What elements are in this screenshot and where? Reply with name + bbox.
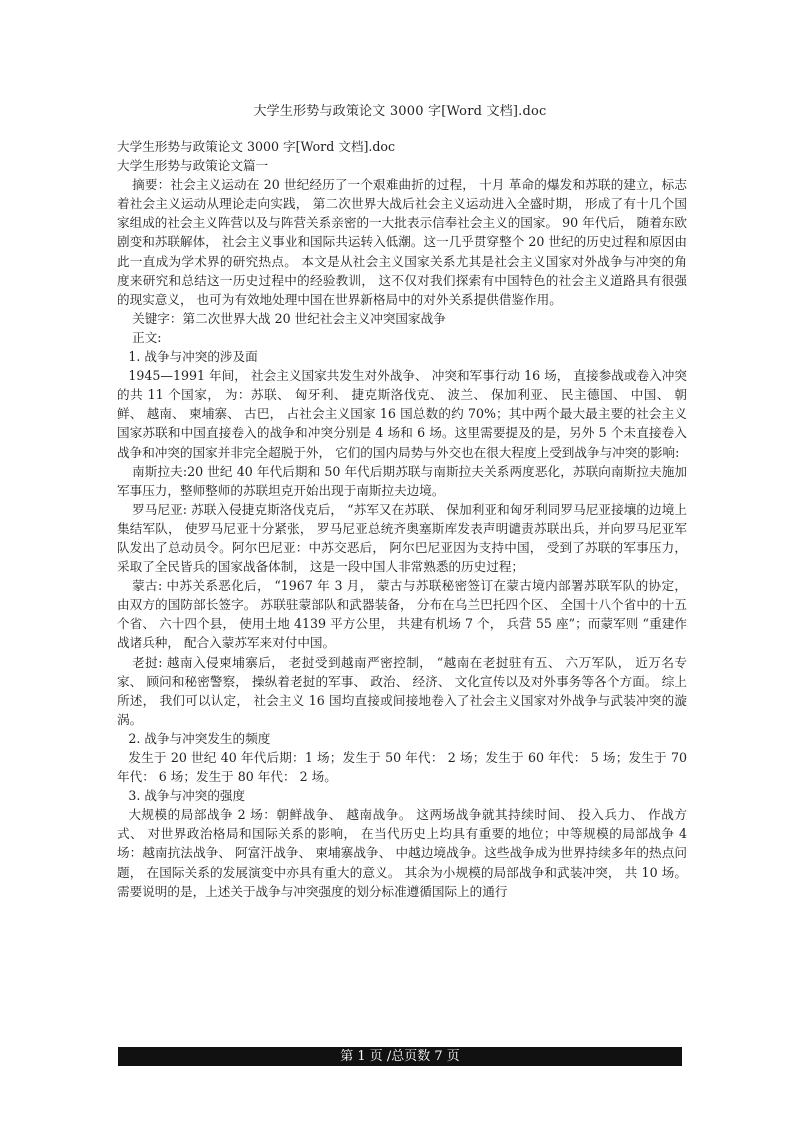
document-title: 大学生形势与政策论文 3000 字[Word 文档].doc <box>253 104 547 119</box>
page-footer: 第 1 页 /总页数 7 页 <box>118 1047 682 1066</box>
keywords-line: 关键字：第二次世界大战 20 世纪社会主义冲突国家战争 <box>132 310 446 326</box>
paragraph-laos: 老挝: 越南入侵柬埔寨后， 老挝受到越南严密控制， “越南在老挝驻有五、 六万军队， 近万名专家、 顾问和秘密警察， 操纵着老挝的军事、 政治、 经济、 文化宣传以及对外事务等各个方面。 综上所述， 我们可以认定， 社会主义 16 国均直接或间接地卷入了社会主义国家对外战争与武装冲突的漩涡。 <box>117 654 687 727</box>
section-heading: 大学生形势与政策论文篇一 <box>117 158 269 174</box>
body-heading: 大学生形势与政策论文 3000 字[Word 文档].doc <box>117 139 396 154</box>
subheading-1: 1. 战争与冲突的涉及面 <box>128 349 258 365</box>
paragraph-frequency: 发生于 20 世纪 40 年代后期：1 场；发生于 50 年代： 2 场；发生于 60 年代： 5 场；发生于 70 年代： 6 场；发生于 80 年代： 2 场。 <box>117 750 687 785</box>
subheading-2: 2. 战争与冲突发生的频度 <box>128 730 271 746</box>
paragraph-mongolia: 蒙古: 中苏关系恶化后， “1967 年 3 月， 蒙古与苏联秘密签订在蒙古境内部署苏联军队的协定， 由双方的国防部长签字。 苏联驻蒙部队和武器装备， 分布在乌兰巴托四个区、 全国十八个省中的十五个省、 六十四个县， 使用土地 4139 平方公里， 共建有机场 7 个， 兵营 55 座”；而蒙军则 “重建作战诸兵种， 配合入蒙苏军来对付中国。 <box>117 578 687 651</box>
paragraph-conflict-scope: 1945—1991 年间， 社会主义国家共发生对外战争、 冲突和军事行动 16 场， 直接参战或卷入冲突的共 11 个国家， 为：苏联、 匈牙利、 捷克斯洛伐克、 波兰、 保加利亚、 民主德国、 中国、 朝鲜、 越南、 柬埔寨、 古巴， 占社会主义国家 16 国总数的约 70%；其中两个最大最主要的社会主义国家苏联和中国直接卷入的战争和冲突分别是 4 场和 6 场。这里需要提及的是，另外 5 个未直接卷入战争和冲突的国家并非完全超脱于外， 它们的国内局势与外交也在很大程度上受到战争与冲突的影响: <box>117 368 687 460</box>
paragraph-romania: 罗马尼亚: 苏联入侵捷克斯洛伐克后， “苏军又在苏联、 保加利亚和匈牙利同罗马尼亚接壤的边境上集结军队， 使罗马尼亚十分紧张， 罗马尼亚总统齐奥塞斯库发表声明谴责苏联出兵，并向罗马尼亚军队发出了总动员令。阿尔巴尼亚：中苏交恶后， 阿尔巴尼亚因为支持中国， 受到了苏联的军事压力， 采取了全民皆兵的国家战备体制， 这是一段中国人非常熟悉的历史过程； <box>117 501 687 575</box>
abstract-paragraph: 摘要：社会主义运动在 20 世纪经历了一个艰难曲折的过程， 十月 革命的爆发和苏联的建立，标志着社会主义运动从理论走向实践， 第二次世界大战后社会主义运动进入全盛时期， 形成了有十几个国家组成的社会主义阵营以及与阵营关系亲密的一大批表示信奉社会主义的国家。 90 年代后， 随着东欧剧变和苏联解体， 社会主义事业和国际共运转入低潮。这一几乎贯穿整个 20 世纪的历史过程和原因由此一直成为学术界的研究热点。 本文是从社会主义国家关系尤其是社会主义国家对外战争与冲突的角度来研究和总结这一历史过程中的经验教训， 这不仅对我们探索有中国特色的社会主义道路具有很强的现实意义， 也可为有效地处理中国在世界新格局中的对外关系提供借鉴作用。 <box>117 177 687 307</box>
paragraph-intensity: 大规模的局部战争 2 场：朝鲜战争、 越南战争。 这两场战争就其持续时间、 投入兵力、 作战方式、 对世界政治格局和国际关系的影响， 在当代历史上均具有重要的地位；中等规模的局部战争 4 场：越南抗法战争、 阿富汗战争、 柬埔寨战争、 中越边境战争。这些战争成为世界持续多年的热点问题， 在国际关系的发展演变中亦具有重大的意义。 其余为小规模的局部战争和武装冲突， 共 10 场。 需要说明的是，上述关于战争与冲突强度的划分标准遵循国际上的通行 <box>117 807 687 899</box>
paragraph-yugoslavia: 南斯拉夫:20 世纪 40 年代后期和 50 年代后期苏联与南斯拉夫关系两度恶化，苏联向南斯拉夫施加军事压力，整师整师的苏联坦克开始出现于南斯拉夫边境。 <box>117 463 687 498</box>
body-label: 正文: <box>132 329 162 345</box>
subheading-3: 3. 战争与冲突的强度 <box>128 788 246 804</box>
document-body <box>117 137 687 901</box>
